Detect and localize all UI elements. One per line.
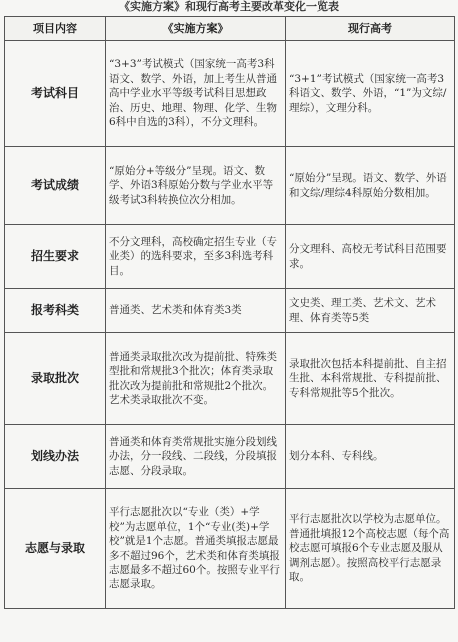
row-plan-cell: 普通类录取批次改为提前批、特殊类型批和常规批3个批次；体育类录取批次改为提前批和常规批2个批次。艺术类录取批次不变。 <box>106 333 286 425</box>
table-row <box>5 425 455 489</box>
row-current-cell: 平行志愿批次以学校为志愿单位。普通批填报12个高校志愿（每个高校志愿可填报6个专业志愿及服从调剂志愿）。按照高校平行志愿录取。 <box>286 489 455 609</box>
table-row <box>5 333 455 425</box>
header-current: 现行高考 <box>286 17 455 41</box>
comparison-table <box>4 16 455 609</box>
table-header-row <box>5 17 455 41</box>
row-item-label: 划线办法 <box>5 425 106 489</box>
row-plan-cell: 不分文理科，高校确定招生专业（专业类）的选科要求，至多3科选考科目。 <box>106 225 286 289</box>
document-title: 《实施方案》和现行高考主要改革变化一览表 <box>119 0 339 13</box>
row-plan-cell: 平行志愿批次以“专业（类）+学校”为志愿单位，1个“专业(类)+学校”就是1个志愿。普通类填报志愿最多不超过96个，艺术类和体育类填报志愿最多不超过60个。按照专业平行志愿录取。 <box>106 489 286 609</box>
row-item-label: 报考科类 <box>5 289 106 333</box>
row-current-cell: “原始分”呈现。语文、数学、外语和文综/理综4科原始分数相加。 <box>286 147 455 225</box>
row-item-label: 考试成绩 <box>5 147 106 225</box>
row-current-cell: 划分本科、专科线。 <box>286 425 455 489</box>
row-plan-cell: 普通类和体育类常规批实施分段划线办法，分一段线、二段线，分段填报志愿、分段录取。 <box>106 425 286 489</box>
table-row <box>5 225 455 289</box>
row-plan-cell: “原始分+等级分”呈现。语文、数学、外语3科原始分数与学业水平等级考试3科转换位次分相加。 <box>106 147 286 225</box>
row-plan-cell: 普通类、艺术类和体育类3类 <box>106 289 286 333</box>
row-item-label: 录取批次 <box>5 333 106 425</box>
header-item: 项目内容 <box>5 17 106 41</box>
table-row <box>5 147 455 225</box>
row-plan-cell: “3+3”考试模式（国家统一高考3科语文、数学、外语，加上考生从普通高中学业水平等级考试科目思想政治、历史、地理、物理、化学、生物6科中自选的3科），不分文理科。 <box>106 41 286 147</box>
row-item-label: 志愿与录取 <box>5 489 106 609</box>
row-current-cell: 分文理科、高校无考试科目范围要求。 <box>286 225 455 289</box>
row-current-cell: 文史类、理工类、艺术文、艺术理、体育类等5类 <box>286 289 455 333</box>
row-item-label: 招生要求 <box>5 225 106 289</box>
table-row <box>5 41 455 147</box>
row-current-cell: 录取批次包括本科提前批、自主招生批、本科常规批、专科提前批、专科常规批等5个批次。 <box>286 333 455 425</box>
row-current-cell: “3+1”考试模式（国家统一高考3科语文、数学、外语，“1”为文综/理综），文理分科。 <box>286 41 455 147</box>
row-item-label: 考试科目 <box>5 41 106 147</box>
table-row <box>5 289 455 333</box>
header-plan: 《实施方案》 <box>106 17 286 41</box>
table-row <box>5 489 455 609</box>
